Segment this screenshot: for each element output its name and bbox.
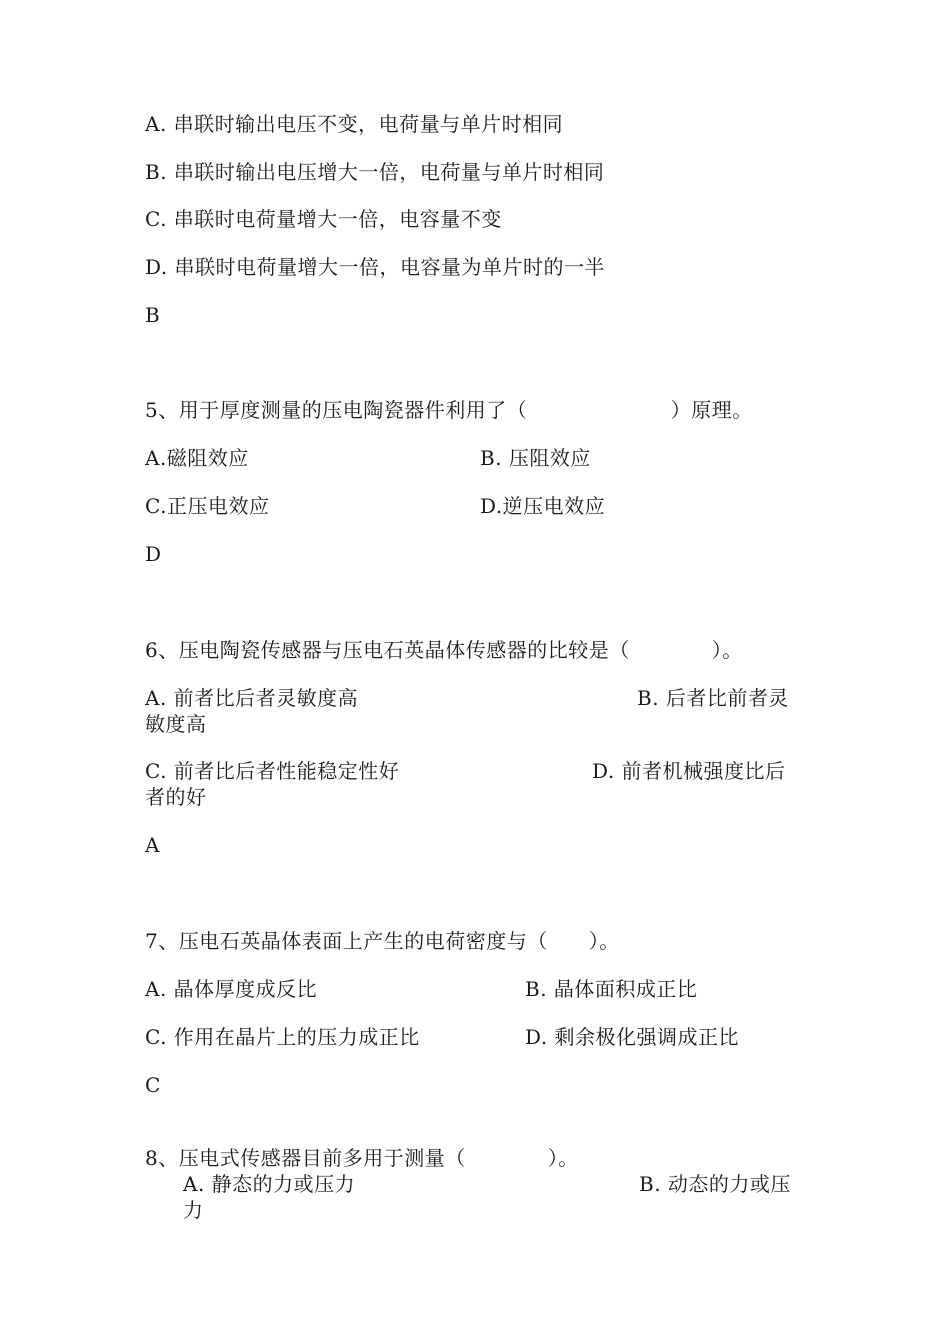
q6-option-d-continued: 者的好 [145,785,207,809]
q5-option-b: B. 压阻效应 [480,446,591,470]
q7-answer: C [145,1073,161,1097]
q4-option-b: B. 串联时输出电压增大一倍，电荷量与单片时相同 [145,160,605,184]
q6-answer: A [145,833,160,857]
q7-option-c: C. 作用在晶片上的压力成正比 [145,1025,420,1049]
q4-option-a: A. 串联时输出电压不变，电荷量与单片时相同 [145,112,564,136]
q6-option-b-continued: 敏度高 [145,712,207,736]
q5-option-d: D.逆压电效应 [480,494,606,518]
q5-option-a: A.磁阻效应 [145,446,249,470]
q4-answer: B [145,303,161,327]
q5-option-c: C.正压电效应 [145,494,270,518]
q6-option-d: D. 前者机械强度比后 [592,759,786,783]
q6-question: 6、压电陶瓷传感器与压电石英晶体传感器的比较是（ ）。 [145,638,743,662]
q8-option-a: A. 静态的力或压力 [183,1172,356,1196]
q6-option-b: B. 后者比前者灵 [637,686,789,710]
q5-question: 5、用于厚度测量的压电陶瓷器件利用了（ ）原理。 [145,398,753,422]
q6-option-c: C. 前者比后者性能稳定性好 [145,759,400,783]
q4-option-d: D. 串联时电荷量增大一倍，电容量为单片时的一半 [145,255,606,279]
q6-option-a: A. 前者比后者灵敏度高 [145,686,359,710]
q7-question: 7、压电石英晶体表面上产生的电荷密度与（ ）。 [145,929,620,953]
q7-option-d: D. 剩余极化强调成正比 [525,1025,740,1049]
q8-question: 8、压电式传感器目前多用于测量（ ）。 [145,1146,579,1170]
q5-answer: D [145,542,162,566]
q7-option-a: A. 晶体厚度成反比 [145,977,318,1001]
q4-option-c: C. 串联时电荷量增大一倍，电容量不变 [145,207,502,231]
q7-option-b: B. 晶体面积成正比 [525,977,698,1001]
q8-option-b-continued: 力 [183,1198,204,1222]
q8-option-b: B. 动态的力或压 [639,1172,791,1196]
